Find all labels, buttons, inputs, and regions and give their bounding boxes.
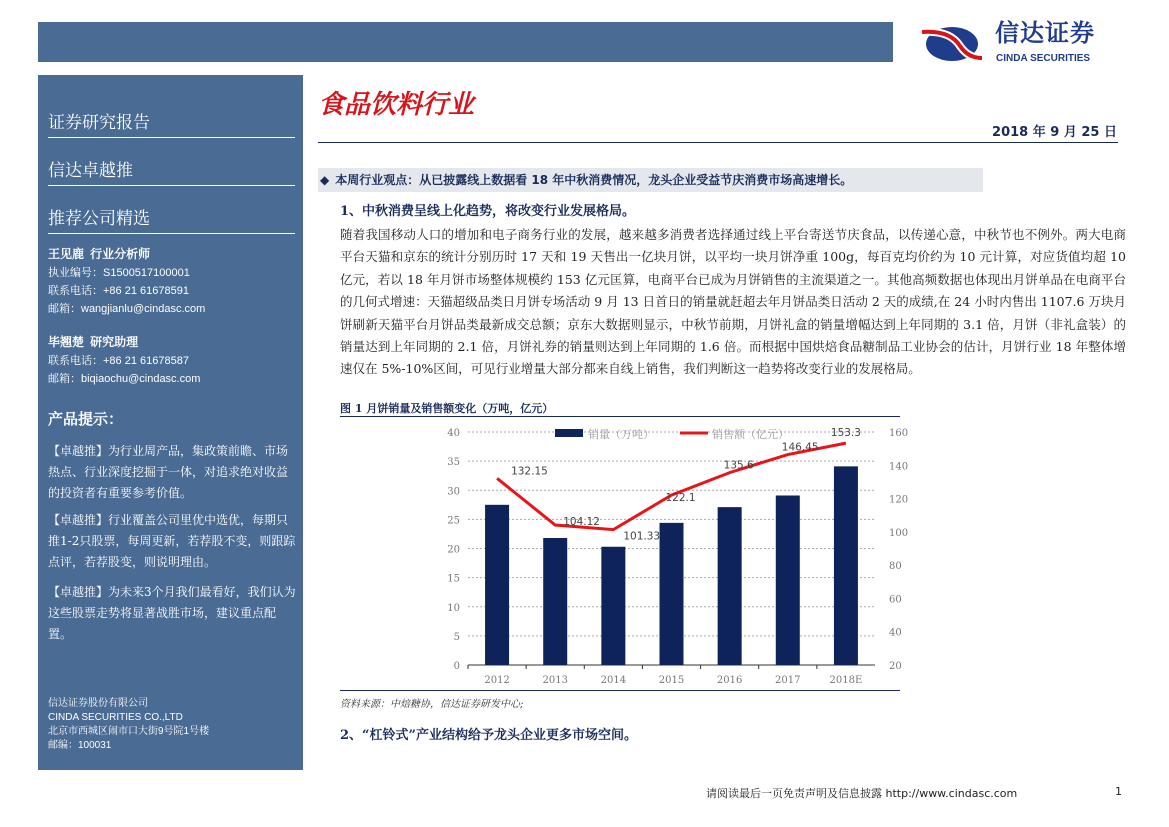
data-label: 132.15 xyxy=(511,465,548,478)
legend-label: 销量（万吨） xyxy=(588,428,654,441)
section-1-heading: 1、中秋消费呈线上化趋势，将改变行业发展格局。 xyxy=(340,204,636,219)
x-tick-label: 2012 xyxy=(484,675,510,686)
y-tick-label: 0 xyxy=(453,661,460,672)
logo-text-en: CINDA SECURITIES xyxy=(996,53,1091,64)
company-postcode: 邮编：100031 xyxy=(48,740,112,751)
body-paragraph: 随着我国移动人口的增加和电子商务行业的发展，越来越多消费者选择通过线上平台寄送节庆食品，以传递心意，中秋节也不例外。两大电商平台天猫和京东的统计分别历时 17 天和 19 天售出一亿块月饼，以平均一块月饼净重 100g，每百克均价约为 10 元计算，对应货值均超 10 亿元，若以 18 年月饼市场整体规模约 153 亿元匡算，电商平台已成为月饼销售的主流渠道之一。其他高频数据也体现出月饼单品在电商平台的几何式增速：天猫超级品类日月饼专场活动 9 月 13 日首日的销量就赶超去年月饼品类日活动 2 天的成绩,在 24 小时内售出 1107.6 万块月饼刷新天猫平台月饼品类最新成交总额；京东大数据则显示，中秋节前期，月饼礼盒的销量增幅达到上年同期的 3.1 倍，月饼（非礼盒装）的销量达到上年同期的 2.1 倍，月饼礼券的销量则达到上年同期的 1.6 倍。而根据中国烘焙食品糖制品工业协会的估计，月饼行业 18 年整体增速仅在 5%-10%区间，可见行业增量大部分都来自线上销售，我们判断这一趋势将改变行业的发展格局。 xyxy=(340,227,1126,377)
x-tick-label: 2015 xyxy=(658,675,685,686)
analyst-license: 执业编号：S1500517100001 xyxy=(48,267,190,279)
data-label: 135.6 xyxy=(723,459,754,472)
y2-tick-label: 100 xyxy=(889,527,909,539)
data-label: 146.45 xyxy=(781,441,819,454)
x-tick-label: 2016 xyxy=(716,675,743,686)
tips-title: 产品提示： xyxy=(48,410,124,428)
footer-disclaimer[interactable]: 请阅读最后一页免责声明及信息披露 http://www.cindasc.com xyxy=(706,787,1018,800)
analyst-1 xyxy=(48,245,205,318)
sidebar-heading-brand: 信达卓越推 xyxy=(48,156,295,186)
y2-tick-label: 60 xyxy=(889,594,902,606)
data-label: 153.3 xyxy=(830,427,861,440)
x-tick-label: 2013 xyxy=(542,675,568,686)
y2-tick-label: 20 xyxy=(889,661,902,672)
y-tick-label: 35 xyxy=(447,457,460,469)
weekly-view xyxy=(318,168,983,192)
logo-text-cn: 信达证券 xyxy=(995,19,1095,47)
bar xyxy=(485,505,509,665)
divider xyxy=(318,142,1118,143)
analyst-phone: 联系电话：+86 21 61678587 xyxy=(48,355,189,367)
analyst-role: 研究助理 xyxy=(90,335,139,349)
y-tick-label: 10 xyxy=(447,602,460,614)
bar xyxy=(660,523,684,665)
y-tick-label: 5 xyxy=(453,631,460,643)
y2-tick-label: 40 xyxy=(889,627,902,639)
figure-source: 资料来源：中焙糖协，信达证券研发中心; xyxy=(340,699,524,710)
data-label: 104.12 xyxy=(563,516,600,529)
sidebar-heading-report: 证券研究报告 xyxy=(48,108,295,138)
data-label: 122.1 xyxy=(665,492,696,505)
source-rule xyxy=(340,690,900,691)
mooncake-chart xyxy=(420,420,910,688)
page-number: 1 xyxy=(1115,785,1122,798)
y2-tick-label: 80 xyxy=(889,561,902,573)
y-tick-label: 30 xyxy=(447,486,460,498)
y-tick-label: 20 xyxy=(447,544,460,556)
y2-tick-label: 140 xyxy=(889,461,909,473)
sidebar-heading-picks: 推荐公司精选 xyxy=(48,204,295,234)
analyst-email[interactable]: 邮箱：wangjianlu@cindasc.com xyxy=(48,303,206,315)
company-name-en: CINDA SECURITIES CO.,LTD xyxy=(48,712,183,723)
company-address: 北京市西城区闹市口大街9号院1号楼 xyxy=(48,726,210,737)
sidebar xyxy=(38,75,303,770)
cinda-logo xyxy=(920,20,1140,68)
y-tick-label: 25 xyxy=(447,515,460,527)
bar xyxy=(601,547,625,665)
figure-title: 图 1 月饼销量及销售额变化（万吨，亿元） xyxy=(340,402,554,415)
legend-label: 销售额（亿元） xyxy=(712,428,789,441)
weekly-view-text: 本周行业观点：从已披露线上数据看 18 年中秋消费情况，龙头企业受益节庆消费市场高速增长。 xyxy=(335,173,853,187)
logo-mark-icon xyxy=(920,24,984,64)
y-tick-label: 15 xyxy=(447,573,460,585)
y-tick-label: 40 xyxy=(447,428,460,439)
tip-3: 【卓越推】为未来3个月我们最看好，我们认为这些股票走势将显著战胜市场，建议重点配置。 xyxy=(48,585,296,641)
bar xyxy=(718,507,742,665)
diamond-bullet-icon: ◆ xyxy=(320,173,330,187)
y2-tick-label: 160 xyxy=(889,428,909,439)
industry-title: 食品饮料行业 xyxy=(318,90,475,120)
tip-2: 【卓越推】行业覆盖公司里优中选优，每期只推1-2只股票，每周更新，若荐股不变，则跟踪点评，若荐股变，则说明理由。 xyxy=(48,513,296,569)
bar xyxy=(834,466,858,665)
company-info xyxy=(48,697,209,753)
top-banner xyxy=(38,22,893,62)
analyst-role: 行业分析师 xyxy=(90,247,151,261)
x-tick-label: 2014 xyxy=(600,675,627,686)
analyst-2 xyxy=(48,333,200,388)
analyst-name: 王见鹿 xyxy=(48,247,85,261)
legend-swatch-bar xyxy=(555,429,583,437)
x-tick-label: 2018E xyxy=(829,675,863,686)
analyst-email[interactable]: 邮箱：biqiaochu@cindasc.com xyxy=(48,373,201,385)
bar xyxy=(543,538,567,665)
y2-tick-label: 120 xyxy=(889,494,909,506)
figure-rule xyxy=(340,416,900,417)
analyst-phone: 联系电话：+86 21 61678591 xyxy=(48,285,189,297)
tip-1: 【卓越推】为行业周产品，集政策前瞻、市场热点、行业深度挖掘于一体，对追求绝对收益的投资者有重要参考价值。 xyxy=(48,444,289,500)
section-2-heading: 2、“杠铃式”产业结构给予龙头企业更多市场空间。 xyxy=(340,728,638,743)
report-date: 2018 年 9 月 25 日 xyxy=(992,125,1117,140)
bar xyxy=(776,495,800,665)
analyst-name: 毕翘楚 xyxy=(48,335,85,349)
data-label: 101.33 xyxy=(623,530,661,543)
company-name-cn: 信达证券股份有限公司 xyxy=(48,698,148,709)
x-tick-label: 2017 xyxy=(775,675,801,686)
